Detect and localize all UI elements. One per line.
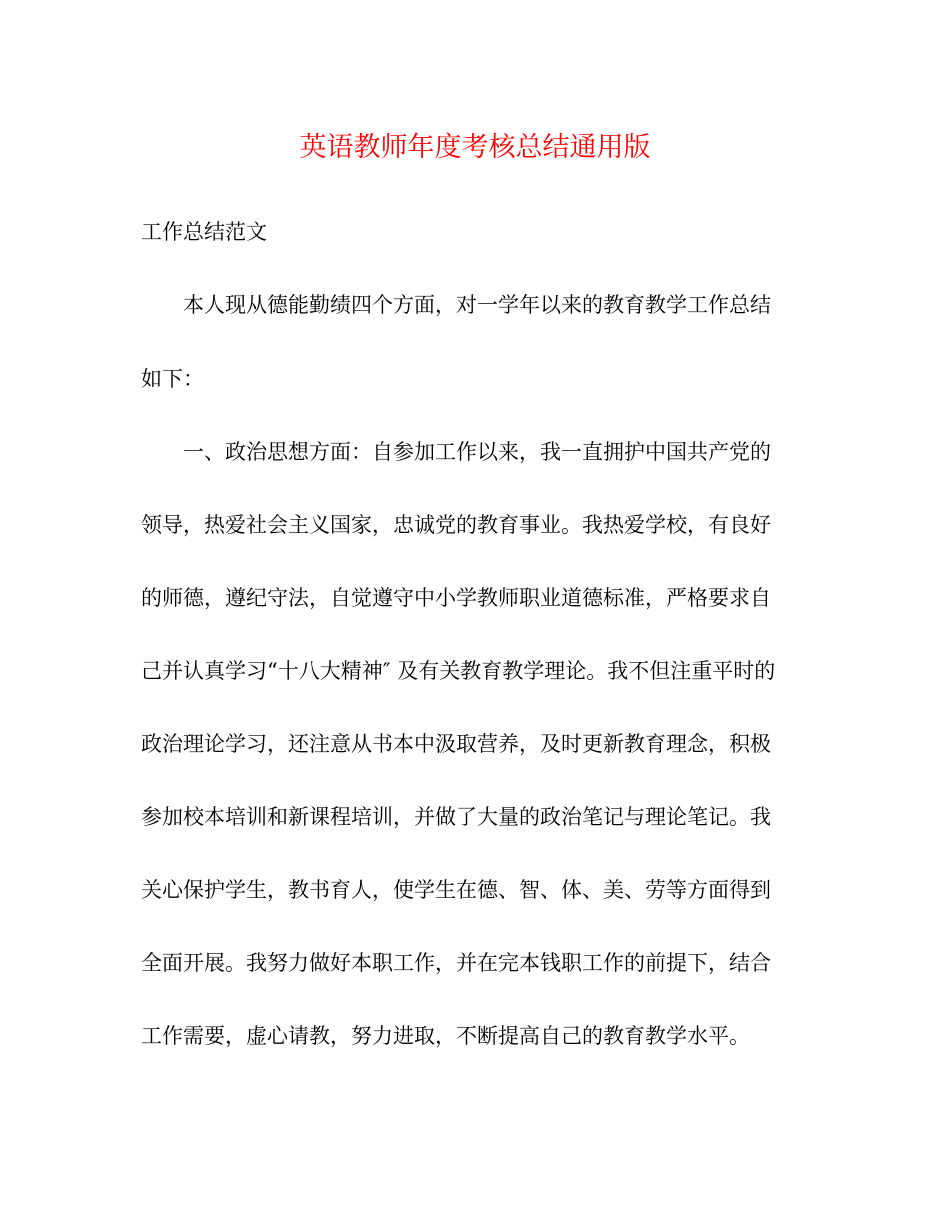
paragraph-line: 全面开展。我努力做好本职工作，并在完本钱职工作的前提下，结合 [141, 951, 771, 975]
paragraph-line: 一、政治思想方面：自参加工作以来，我一直拥护中国共产党的 [183, 440, 771, 464]
paragraph-line: 的师德，遵纪守法，自觉遵守中小学教师职业道德标准，严格要求自 [141, 586, 771, 610]
paragraph-line: 本人现从德能勤绩四个方面，对一学年以来的教育教学工作总结 [183, 293, 771, 317]
paragraph-line: 政治理论学习，还注意从书本中汲取营养，及时更新教育理念，积极 [141, 732, 771, 756]
paragraph-line: 如下： [141, 367, 204, 391]
paragraph-line: 领导，热爱社会主义国家，忠诚党的教育事业。我热爱学校，有良好 [141, 513, 771, 537]
document-subtitle: 工作总结范文 [141, 220, 267, 244]
paragraph-line: 关心保护学生，教书育人，使学生在德、智、体、美、劳等方面得到 [141, 878, 771, 902]
document-title: 英语教师年度考核总结通用版 [299, 132, 651, 163]
paragraph-line: 参加校本培训和新课程培训，并做了大量的政治笔记与理论笔记。我 [141, 805, 771, 829]
paragraph-line: 工作需要，虚心请教，努力进取，不断提高自己的教育教学水平。 [141, 1024, 750, 1048]
paragraph-line: 己并认真学习“十八大精神″ 及有关教育教学理论。我不但注重平时的 [141, 659, 776, 683]
